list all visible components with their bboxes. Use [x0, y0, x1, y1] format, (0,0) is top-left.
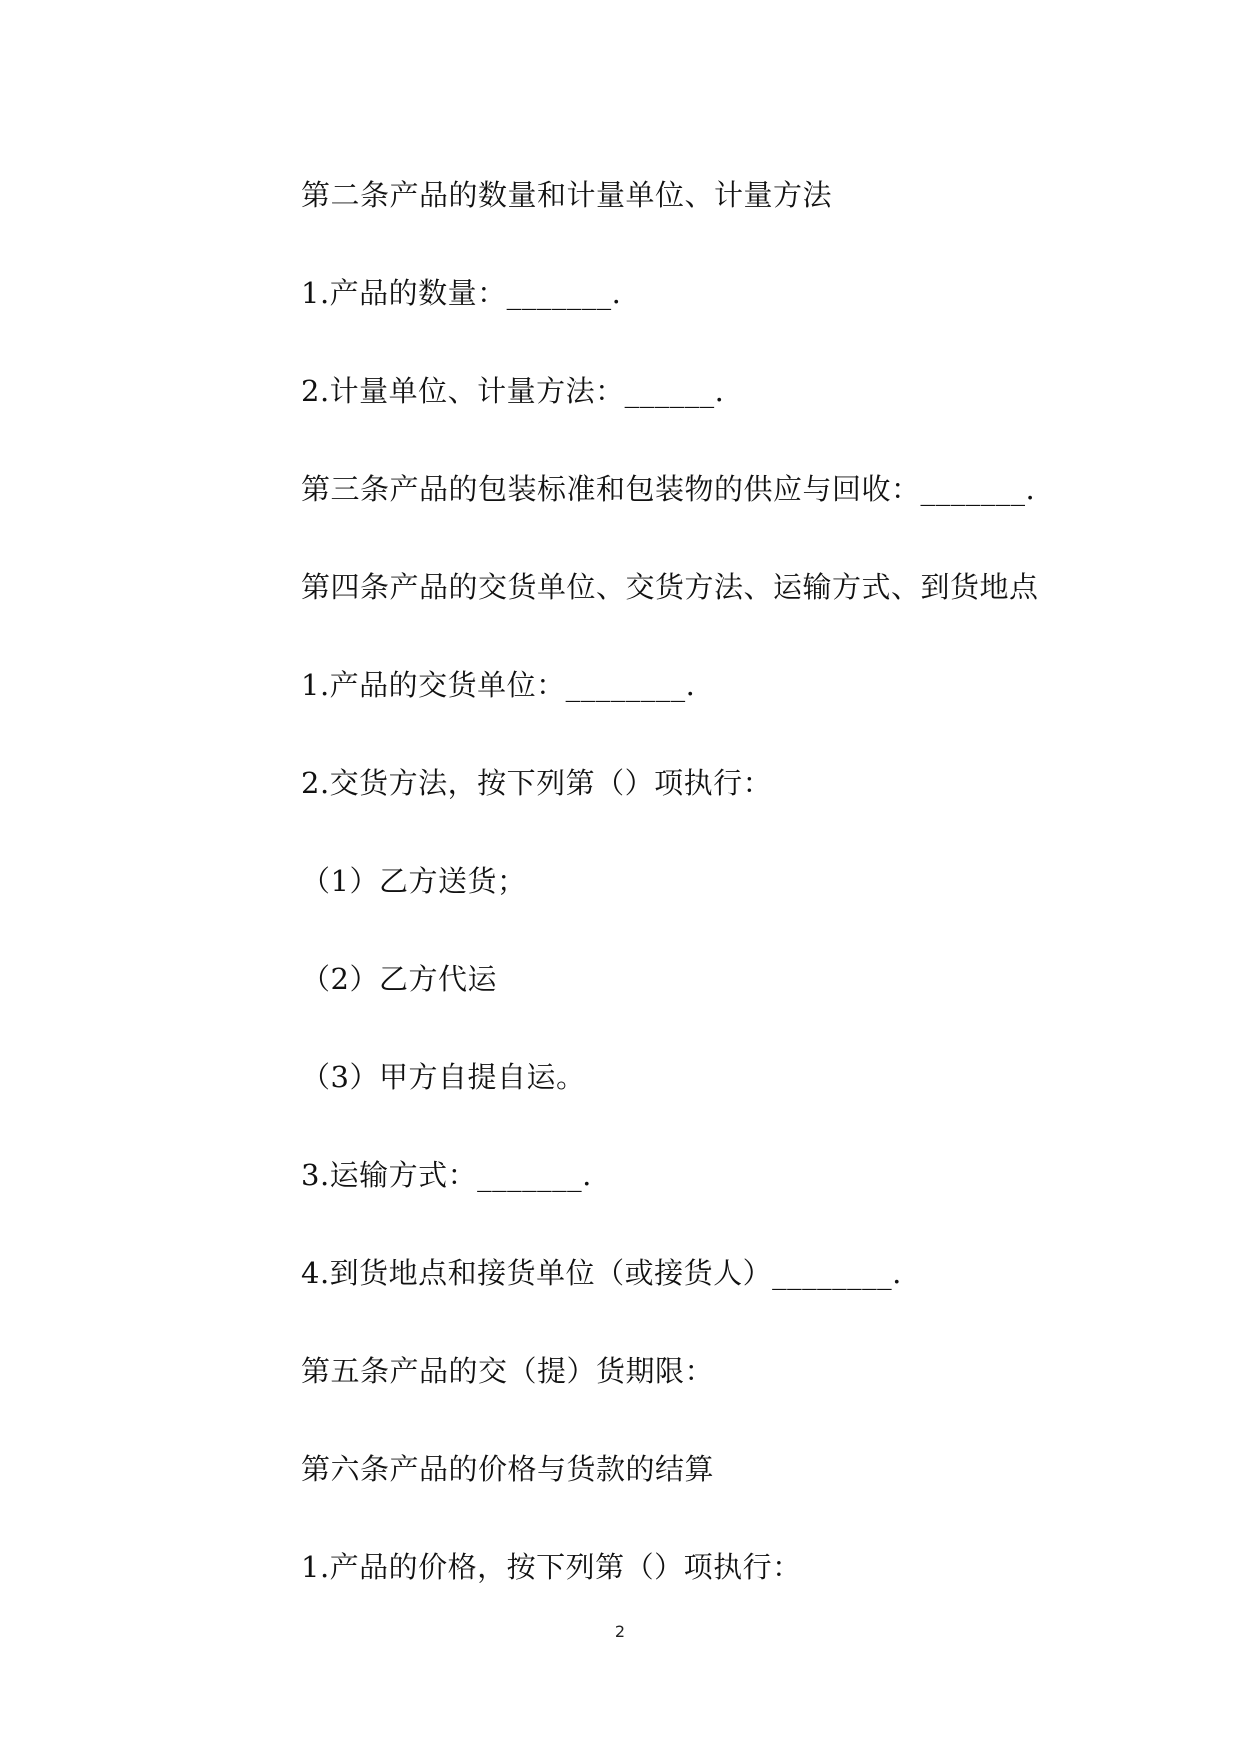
option-buyer-pickup: （3）甲方自提自运。: [301, 1060, 586, 1094]
clause-arrival-location: 4.到货地点和接货单位（或接货人）________.: [301, 1256, 902, 1290]
clause-transport-mode: 3.运输方式：_______.: [301, 1158, 592, 1192]
article-3-heading: 第三条产品的包装标准和包装物的供应与回收：_______.: [301, 472, 1036, 506]
clause-product-quantity: 1.产品的数量：_______.: [301, 276, 622, 310]
clause-measurement-unit: 2.计量单位、计量方法：______.: [301, 374, 725, 408]
article-5-heading: 第五条产品的交（提）货期限：: [301, 1354, 715, 1388]
clause-delivery-method: 2.交货方法，按下列第（）项执行：: [301, 766, 773, 800]
page-number: 2: [614, 1622, 626, 1641]
option-seller-delivery: （1）乙方送货；: [301, 864, 527, 898]
article-2-heading: 第二条产品的数量和计量单位、计量方法: [301, 178, 833, 212]
article-6-heading: 第六条产品的价格与货款的结算: [301, 1452, 715, 1486]
option-seller-shipping: （2）乙方代运: [301, 962, 497, 996]
document-body: [301, 168, 1101, 1638]
article-4-heading: 第四条产品的交货单位、交货方法、运输方式、到货地点: [301, 570, 1039, 604]
clause-delivery-unit: 1.产品的交货单位：________.: [301, 668, 696, 702]
clause-product-price: 1.产品的价格，按下列第（）项执行：: [301, 1550, 802, 1584]
